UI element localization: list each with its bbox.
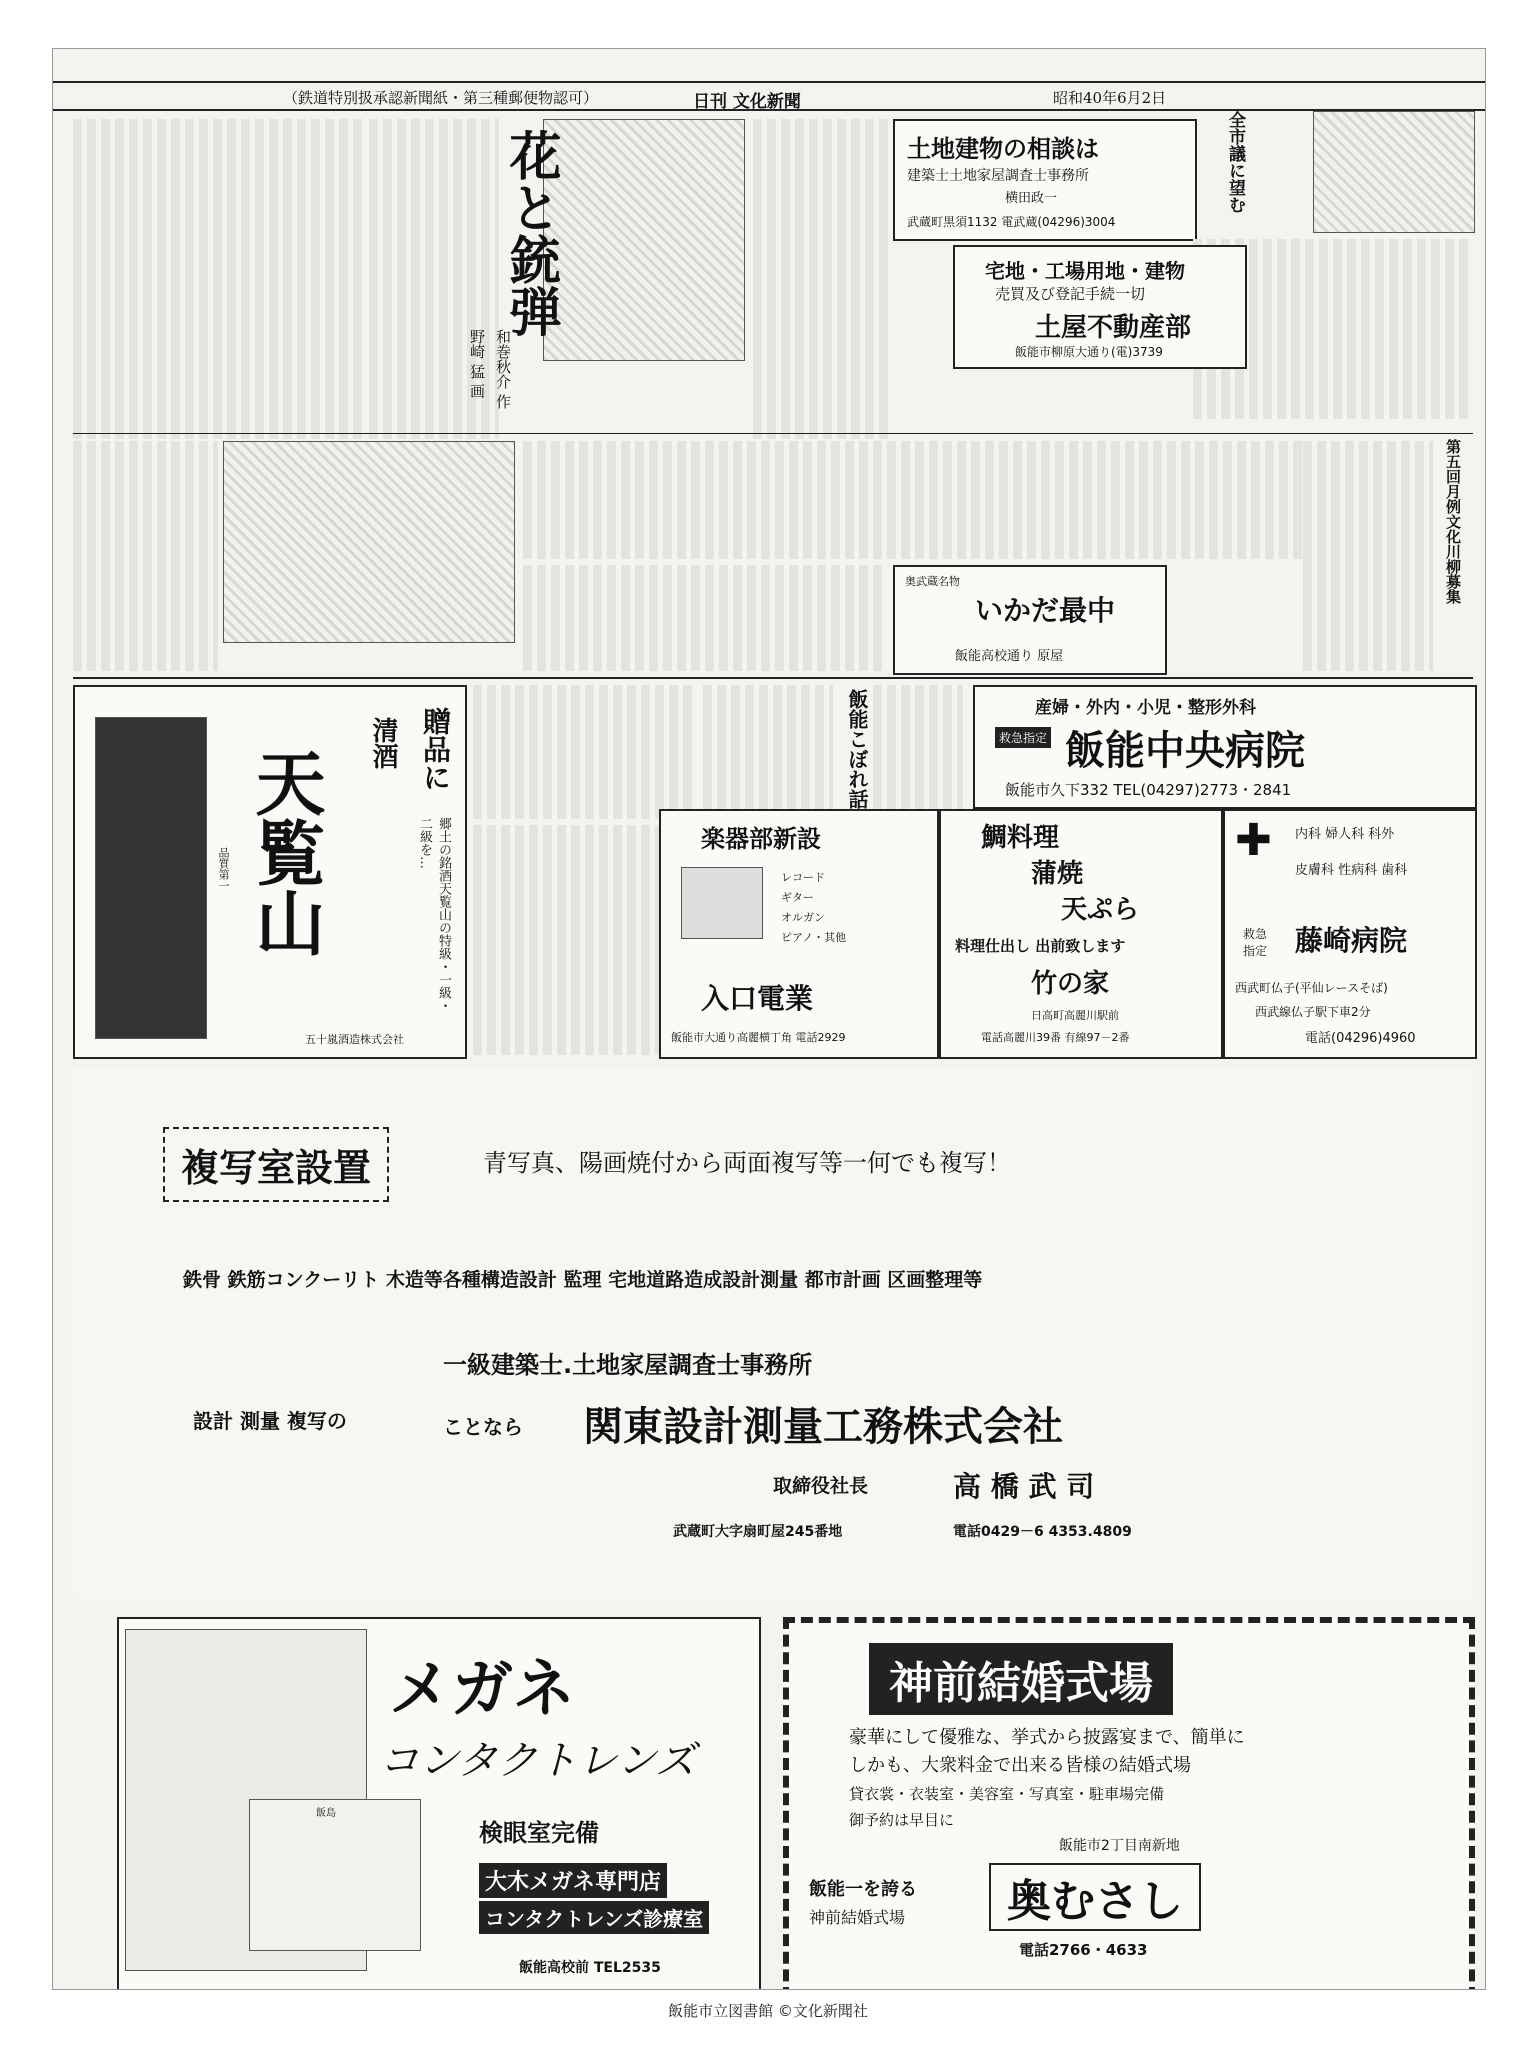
lead-text2: ことなら — [443, 1415, 523, 1439]
hospital1-name: 飯能中央病院 — [1065, 728, 1305, 774]
restaurant-line2: 蒲焼 — [1031, 859, 1084, 889]
monaka-ad — [893, 565, 1167, 675]
realestate-ad — [953, 245, 1247, 369]
hospital2-address: 西武町仏子(平仙レースそば) — [1235, 981, 1388, 995]
divider — [73, 433, 1473, 434]
restaurant-contact: 電話高麗川39番 有線97－2番 — [981, 1031, 1130, 1044]
glasses-contact: 飯能高校前 TEL2535 — [519, 1960, 661, 1976]
hospital2-access: 西武線仏子駅下車2分 — [1255, 1005, 1371, 1019]
divider — [73, 677, 1473, 679]
sake-slogan: 品質第一 — [217, 847, 230, 891]
postal-permit: （鉄道特別扱承認新聞紙・第三種郵便物認可） — [283, 89, 599, 107]
mushroom-illustration — [1313, 111, 1475, 233]
company-name: 関東設計測量工務株式会社 — [583, 1404, 1063, 1450]
music-ad — [659, 809, 939, 1059]
article-columns-left — [73, 119, 363, 439]
wedding-features: 貸衣裳・衣装室・美容室・写真室・駐車場完備 — [849, 1785, 1165, 1803]
glasses-headline: メガネ — [389, 1652, 576, 1725]
article-headline-kobore: 飯能こぼれ話 — [845, 689, 869, 809]
wedding-reserve: 御予約は早目に — [849, 1811, 955, 1829]
company-phone: 電話0429－6 4353.4809 — [953, 1524, 1132, 1540]
serial-illustration — [543, 119, 745, 361]
sake-bottle-illustration — [95, 717, 207, 1039]
serial-title: 花と銃弾 — [500, 129, 561, 337]
restaurant-line3: 天ぷら — [1061, 895, 1140, 925]
copy-tagline: 青写真、陽画焼付から両面複写等一何でも複写！ — [483, 1149, 1011, 1177]
land-consult-person: 横田政一 — [1005, 191, 1058, 206]
masthead — [53, 81, 1485, 111]
sake-maker: 五十嵐酒造株式会社 — [305, 1033, 404, 1046]
land-consult-office: 建築士土地家屋調査士事務所 — [907, 168, 1089, 184]
wedding-copy1: 豪華にして優雅な、挙式から披露宴まで、簡単に — [849, 1727, 1245, 1748]
record-illustration — [681, 867, 763, 939]
wedding-pride2: 神前結婚式場 — [809, 1908, 906, 1927]
restaurant-ad — [939, 809, 1223, 1059]
article-columns-row2-left — [73, 441, 218, 671]
hospital2-ad — [1223, 809, 1477, 1059]
music-contact: 飯能市大通り高麗横丁角 電話2929 — [671, 1031, 846, 1044]
article-columns-row3b — [873, 685, 963, 819]
music-item: レコード — [781, 871, 825, 884]
music-item: オルガン — [781, 911, 825, 924]
wedding-headline: 神前結婚式場 — [869, 1643, 1173, 1715]
issue-date: 昭和40年6月2日 — [1053, 89, 1167, 107]
president-title: 取締役社長 — [773, 1475, 869, 1497]
services-list: 鉄骨 鉄筋コンクーリト 木造等各種構造設計 監理 宅地道路造成設計測量 都市計画 区画整理等 — [183, 1269, 983, 1291]
senryu-text — [1303, 441, 1433, 671]
restaurant-address: 日高町高麗川駅前 — [1031, 1009, 1119, 1022]
realestate-line1: 宅地・工場用地・建物 — [985, 259, 1185, 283]
lead-text: 設計 測量 複写の — [193, 1409, 347, 1433]
hospital1-badge: 救急指定 — [995, 727, 1051, 748]
monaka-name: いかだ最中 — [975, 594, 1116, 627]
music-item: ピアノ・其他 — [781, 931, 847, 944]
hospital2-name: 藤崎病院 — [1295, 924, 1408, 957]
shop-map — [249, 1799, 421, 1951]
newspaper-page — [52, 48, 1486, 1990]
serial-author: 和巻秋介 作 — [494, 329, 512, 409]
glasses-sub: コンタクトレンズ — [379, 1738, 696, 1784]
company-address: 武蔵町大字扇町屋245番地 — [673, 1524, 843, 1540]
glasses-shop2: コンタクトレンズ診療室 — [479, 1901, 709, 1934]
realestate-contact: 飯能市柳原大通り(電)3739 — [1015, 345, 1163, 359]
article-columns-row3 — [473, 685, 693, 819]
monaka-small: 奥武蔵名物 — [905, 575, 960, 588]
wedding-address: 飯能市2丁目南新地 — [1059, 1838, 1180, 1854]
article-headline-zenshi: 全市議に望む — [1225, 111, 1245, 213]
restaurant-service: 料理仕出し 出前致します — [955, 937, 1126, 955]
sake-kind: 清酒 — [368, 717, 398, 769]
wedding-copy2: しかも、大衆料金で出来る皆様の結婚式場 — [849, 1755, 1191, 1776]
hospital2-contact: 電話(04296)4960 — [1305, 1031, 1416, 1046]
office-type: 一級建築士.土地家屋調査士事務所 — [443, 1351, 813, 1379]
hospital1-contact: 飯能市久下332 TEL(04297)2773・2841 — [1005, 781, 1292, 799]
music-item: ギター — [781, 891, 814, 904]
music-headline: 楽器部新設 — [701, 825, 821, 853]
article-columns-mid — [753, 119, 888, 439]
hospital2-line1: 内科 婦人科 科外 — [1295, 827, 1395, 842]
wedding-name: 奥むさし — [989, 1863, 1201, 1931]
land-consult-headline: 土地建物の相談は — [907, 135, 1099, 163]
sake-brand: 天覧山 — [244, 747, 327, 957]
land-consult-ad — [893, 119, 1197, 241]
serial-artist: 野崎 猛 画 — [468, 329, 486, 399]
wedding-ad — [783, 1617, 1475, 1990]
glasses-shop1: 大木メガネ専門店 — [479, 1863, 667, 1898]
restaurant-line1: 鯛料理 — [981, 823, 1060, 853]
cross-icon: ✚ — [1235, 815, 1272, 866]
monaka-shop: 飯能高校通り 原屋 — [955, 649, 1064, 664]
hospital1-ad — [973, 685, 1477, 809]
kobore-text — [703, 685, 833, 819]
president-name: 高 橋 武 司 — [953, 1470, 1095, 1503]
restaurant-name: 竹の家 — [1031, 969, 1110, 999]
realestate-name: 土屋不動産部 — [1035, 313, 1192, 343]
glasses-feature: 検眼室完備 — [479, 1819, 599, 1847]
glasses-ad — [117, 1617, 761, 1990]
land-consult-contact: 武蔵町黒須1132 電武蔵(04296)3004 — [907, 215, 1116, 229]
sake-ad — [73, 685, 467, 1059]
realestate-line2: 売買及び登記手続一切 — [995, 285, 1146, 303]
hospital2-badge: 救急指定 — [1243, 927, 1268, 958]
article-columns-row2b — [523, 565, 883, 671]
paper-name: 日刊 文化新聞 — [693, 92, 801, 112]
article-headline-senryu: 第五回月例文化川柳募集 — [1444, 439, 1462, 604]
hospital1-tagline: 産婦・外内・小児・整形外科 — [1035, 698, 1256, 718]
copy-room: 複写室設置 — [163, 1127, 389, 1202]
wedding-phone: 電話2766・4633 — [1019, 1941, 1148, 1959]
music-name: 入口電業 — [701, 982, 814, 1015]
serial-scene-illustration — [223, 441, 515, 643]
survey-company-ad — [73, 1069, 1473, 1599]
wedding-pride: 飯能一を誇る — [809, 1879, 917, 1900]
sake-gift: 贈品に — [419, 707, 452, 791]
article-columns-row2 — [523, 441, 1353, 559]
sake-desc: 郷土の銘酒天覧山の特級・一級・二級を… — [417, 817, 451, 1012]
map-label: 飯島 — [316, 1808, 336, 1819]
page-footer: 飯能市立図書館 ©文化新聞社 — [668, 2002, 868, 2020]
hospital2-line2: 皮膚科 性病科 歯科 — [1295, 863, 1408, 878]
